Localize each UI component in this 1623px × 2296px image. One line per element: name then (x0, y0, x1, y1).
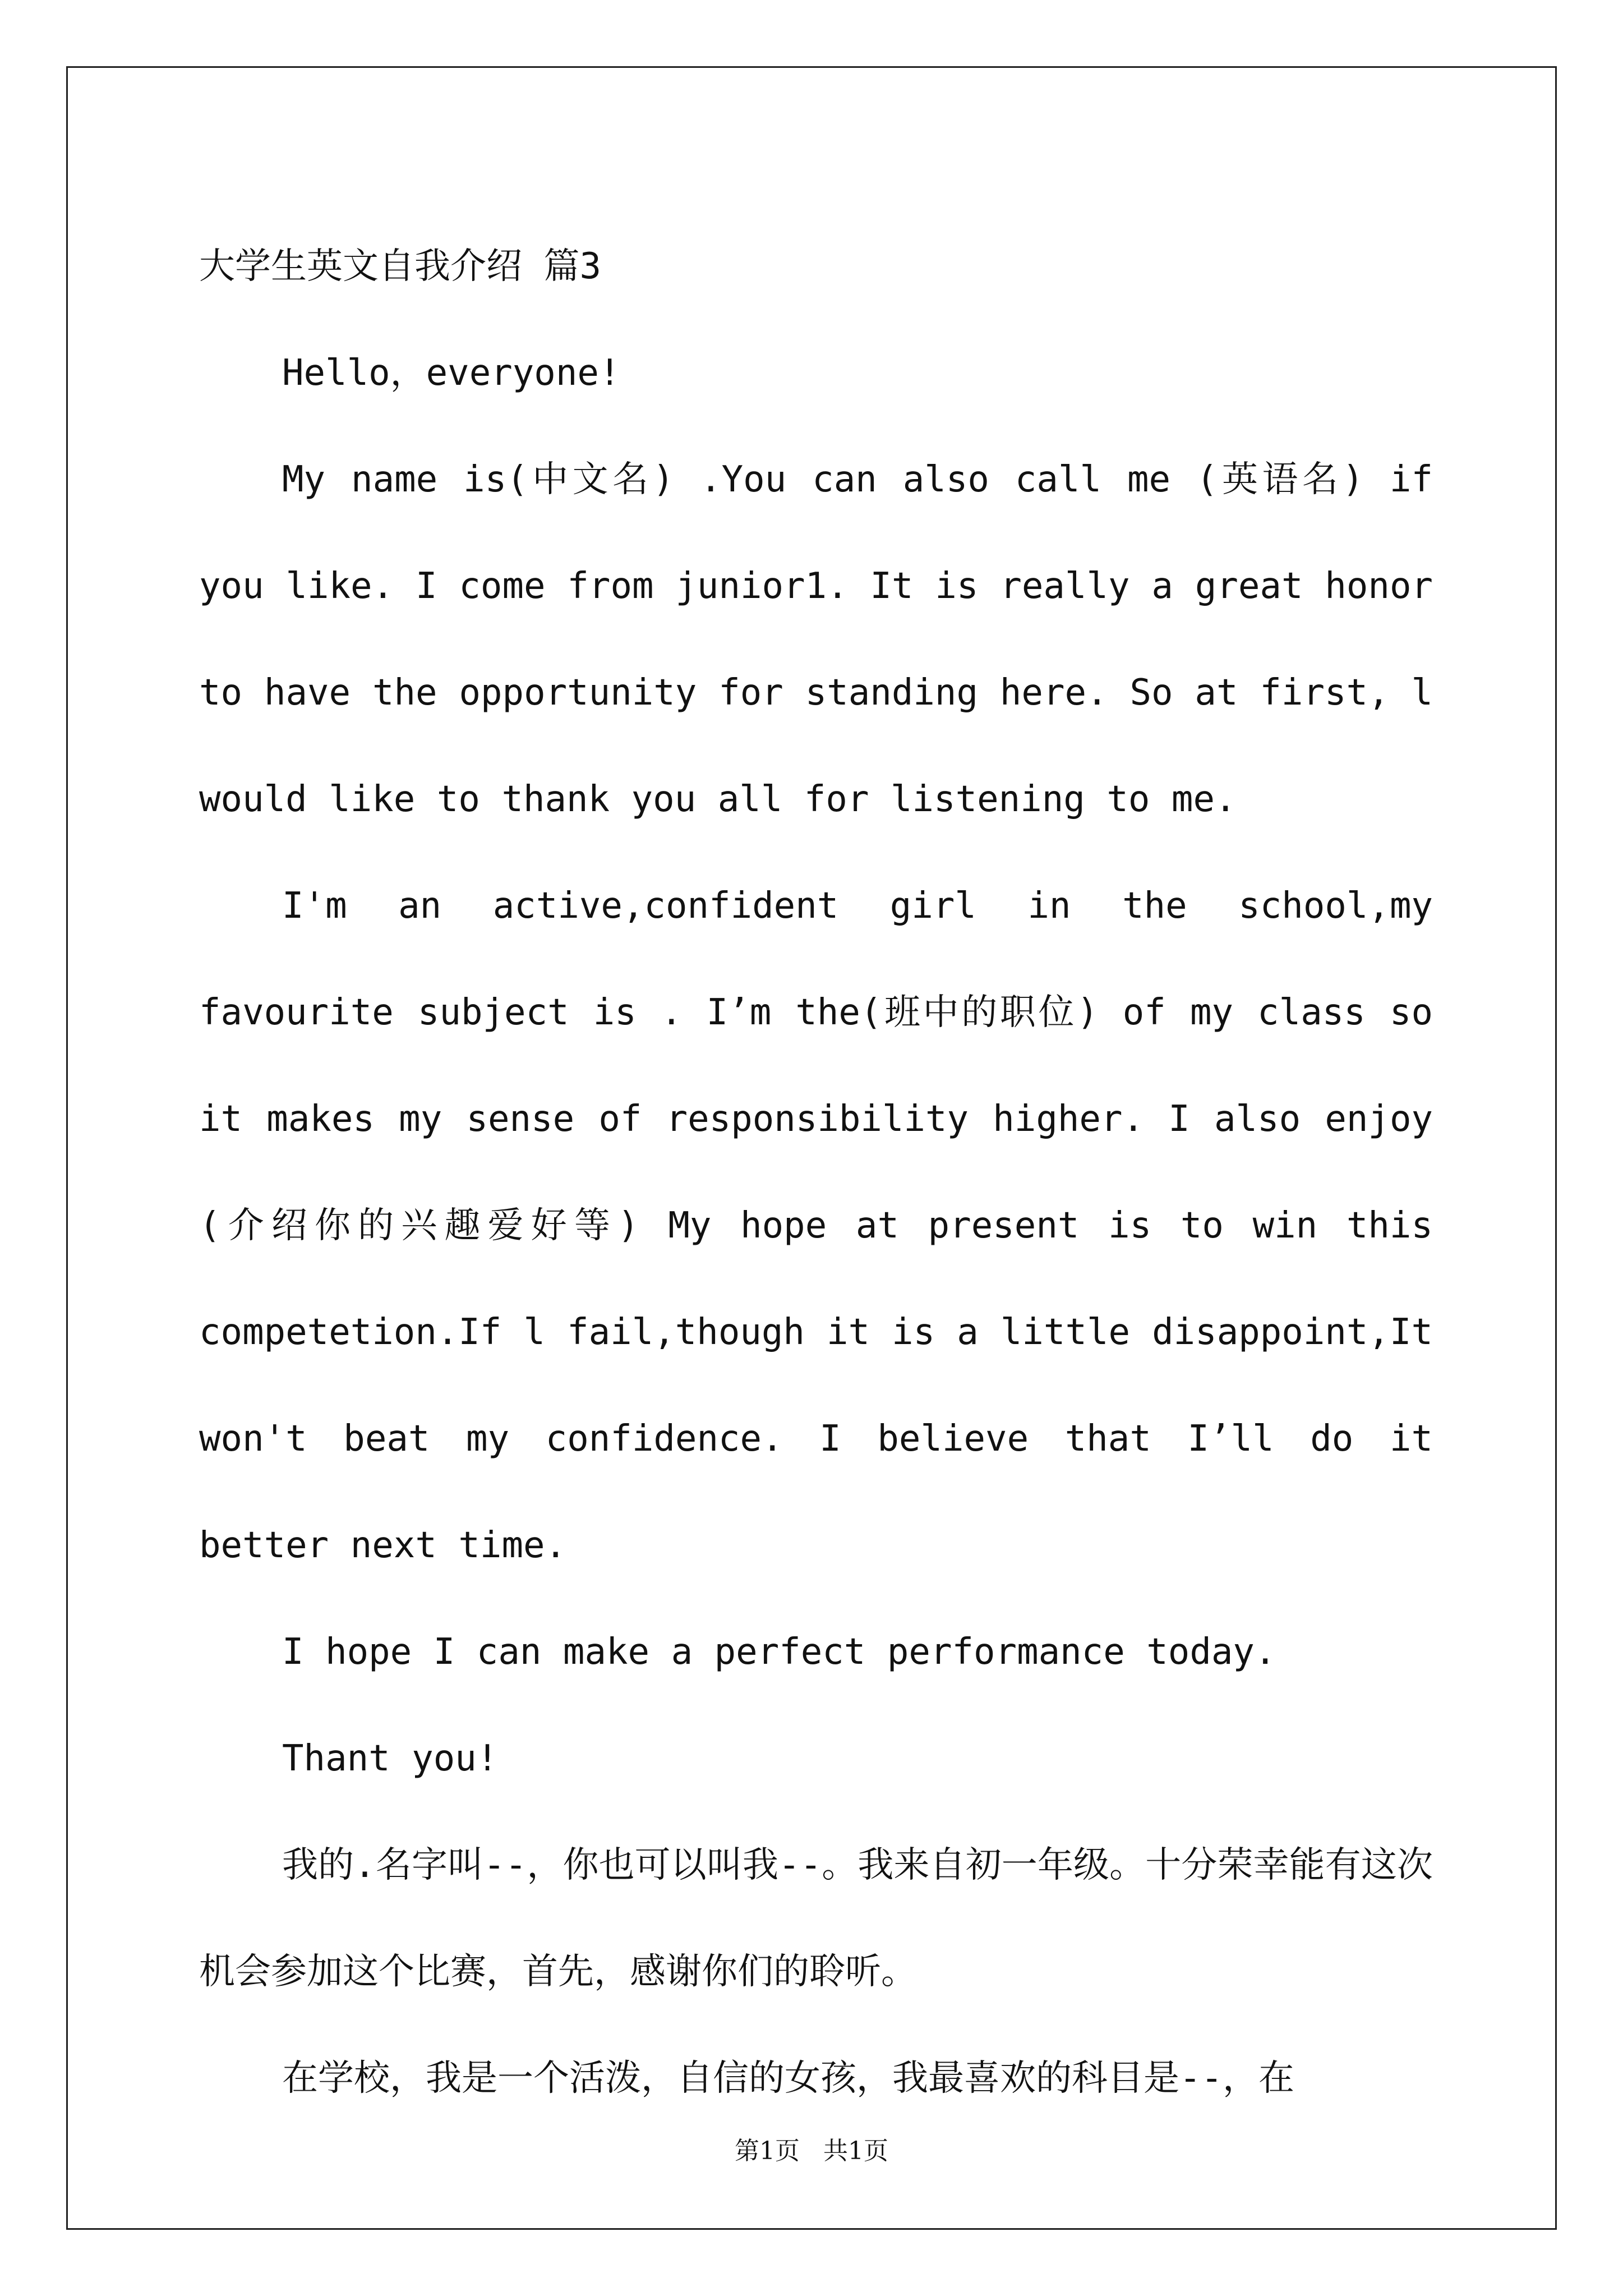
paragraph-greeting: Hello，everyone! (282, 352, 621, 394)
paragraph-chinese-intro: 我的.名字叫--，你也可以叫我--。我来自初一年级。十分荣幸能有这次机会参加这个比赛，首先，感谢你们的聆听。 (199, 1844, 1433, 1993)
paragraph-personality: I'm an active,confident girl in the school,my favourite subject is . I’m the(班中的职位) of my class so it makes my sense of responsibility higher. I also enjoy (介绍你的兴趣爱好等) My hope at present is to win this competetion.If l fail,though it is a little disappoint,It won't beat my confidence. I believe that I’ll do it better next time. (199, 885, 1433, 1566)
paragraph-thanks: Thant you! (282, 1738, 499, 1779)
paragraph-hope: I hope I can make a perfect performance today. (282, 1631, 1276, 1673)
paragraph-name-intro: My name is(中文名) .You can also call me (英语名) if you like. I come from junior1. It is really a great honor to have the opportunity for standing here. So at first, l would like to thank you all for listening to me. (199, 459, 1433, 820)
document-heading: 大学生英文自我介绍 篇3 (199, 246, 602, 287)
document-body (199, 213, 1433, 2132)
paragraph-chinese-school: 在学校，我是一个活泼，自信的女孩，我最喜欢的科目是--，在 (282, 2058, 1295, 2099)
page-number-footer: 第1页 共1页 (735, 2137, 888, 2165)
